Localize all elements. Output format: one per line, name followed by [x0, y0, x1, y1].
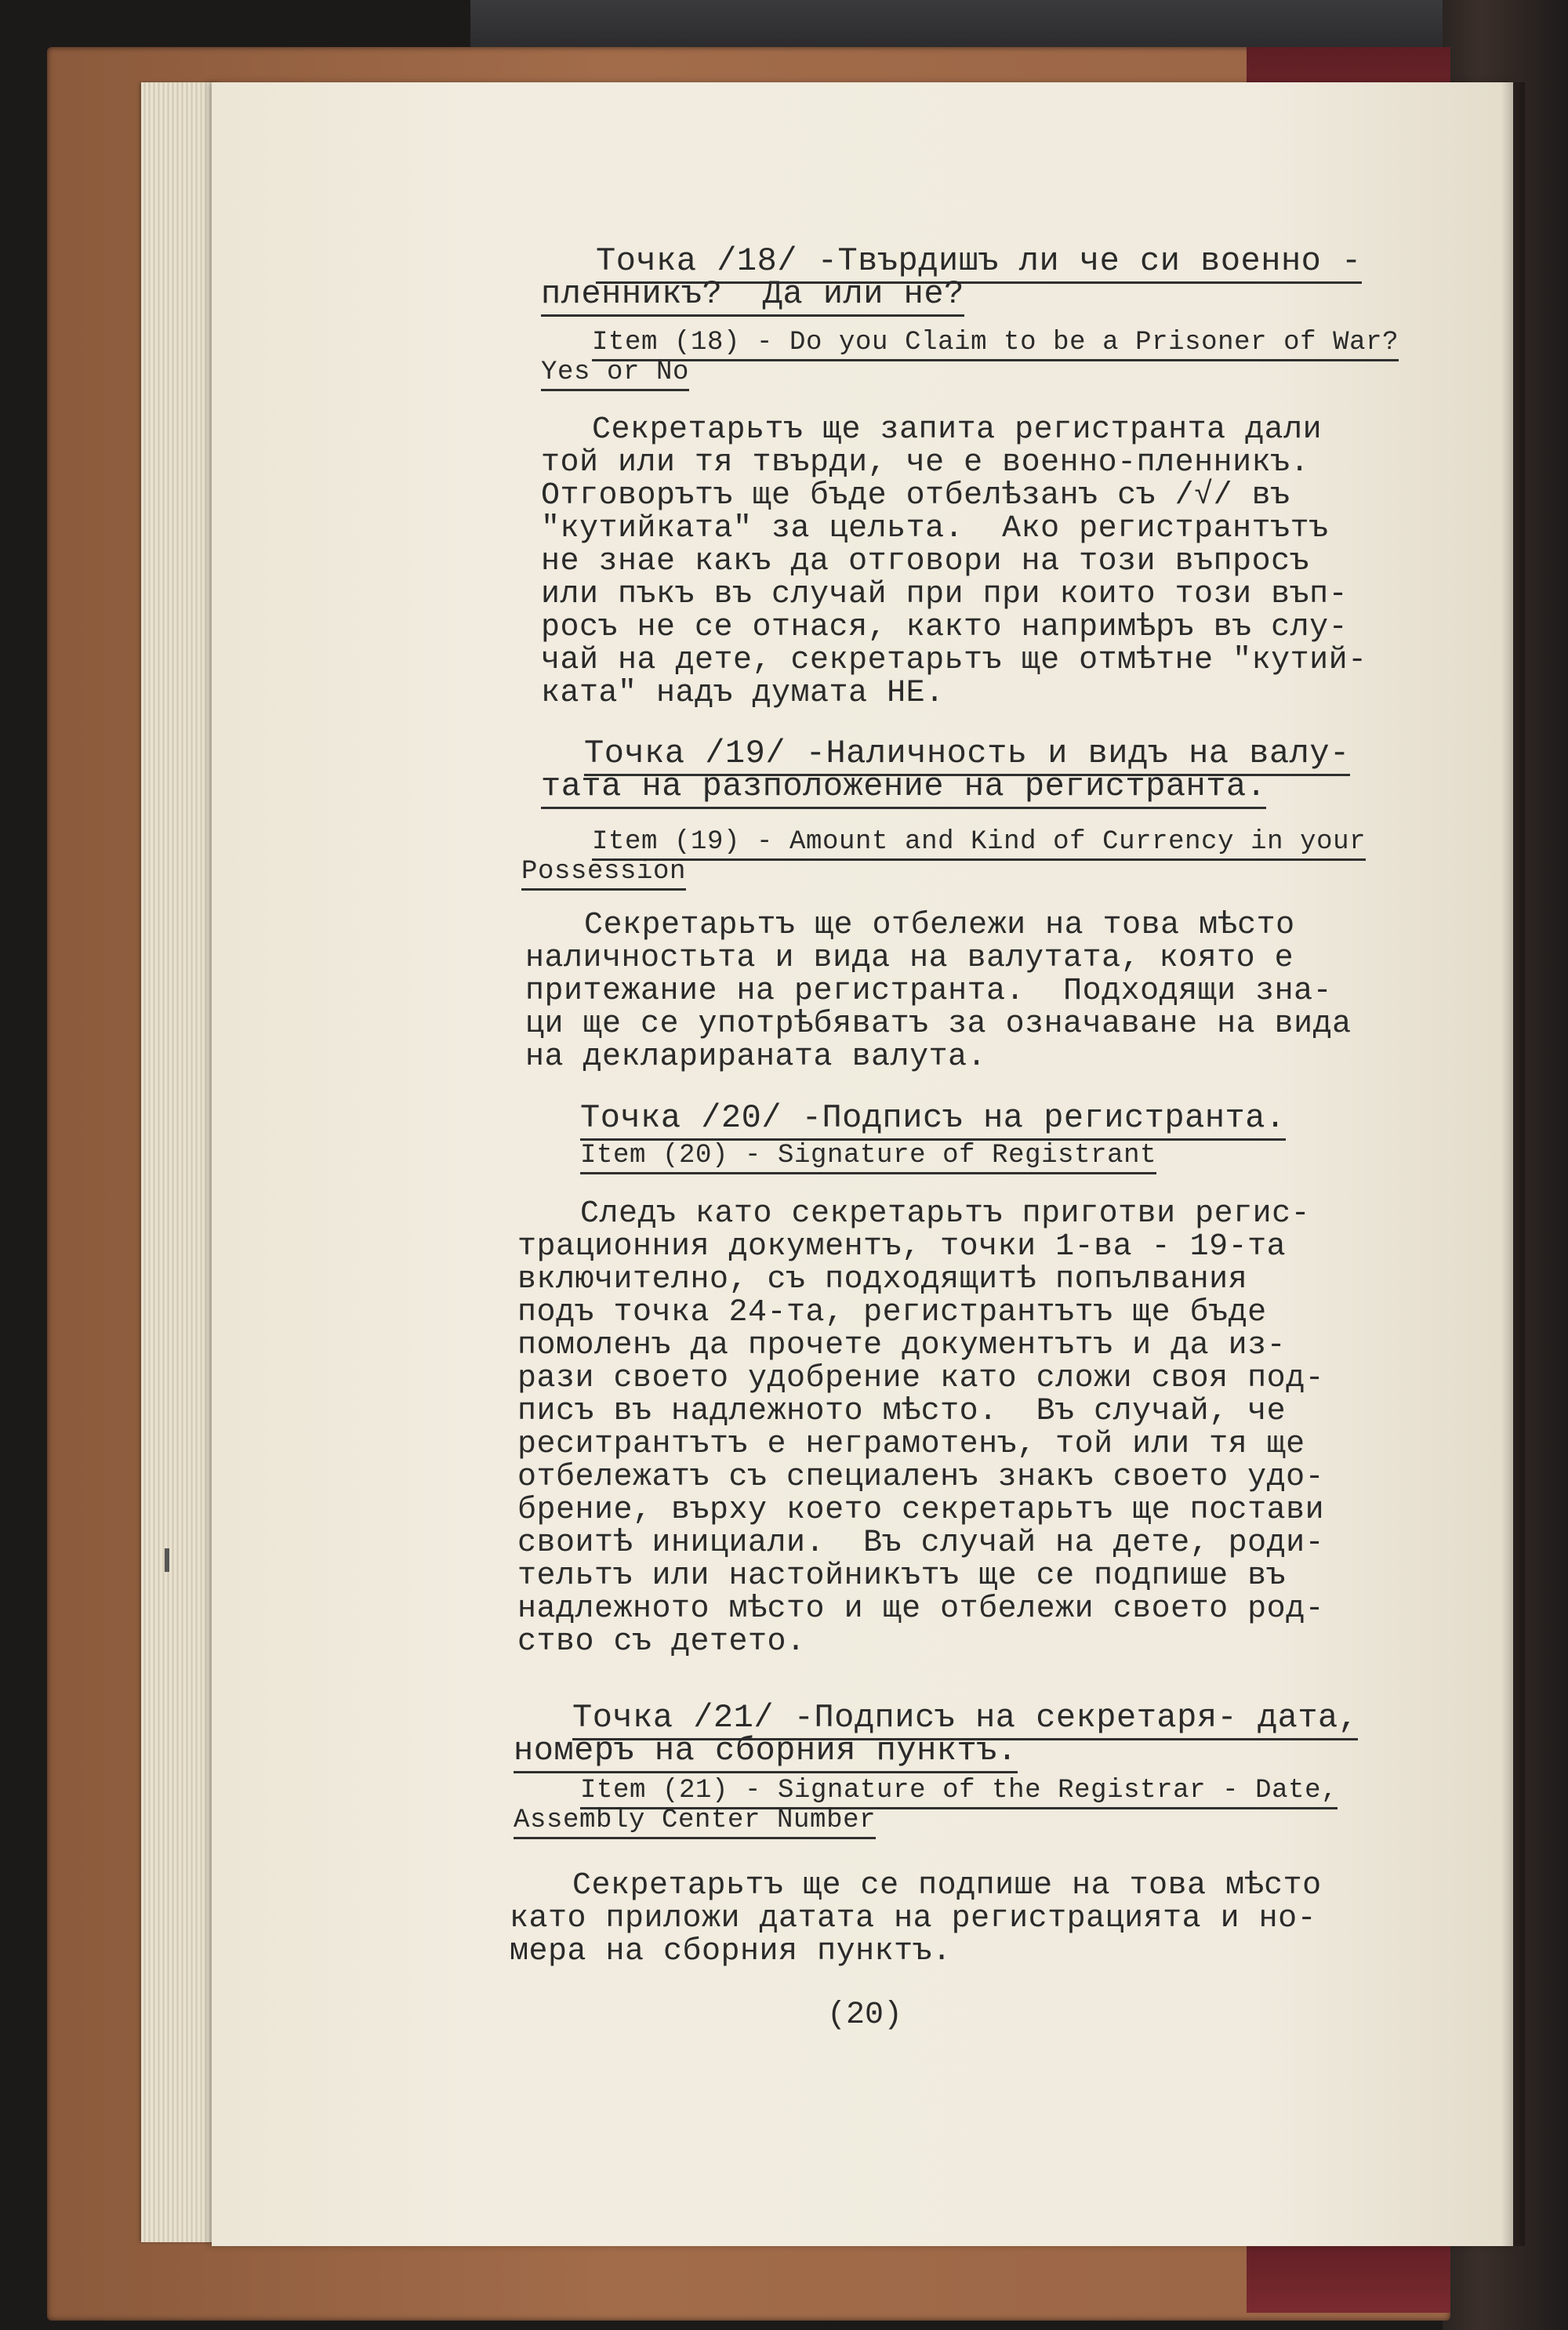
item-20-body-line: реситрантътъ е неграмотенъ, той или тя ще: [517, 1427, 1305, 1462]
item-18-body-line: чай на дете, секретарьтъ ще отмѣтне "кутий-: [541, 643, 1367, 678]
item-18-body-line: "кутийката" за цельта. Ако регистрантътъ: [541, 511, 1329, 546]
item-18-body-line: не знае какъ да отговори на този въпросъ: [541, 544, 1310, 579]
item-19-heading-line-2: тата на разположение на регистранта.: [541, 770, 1266, 803]
item-20-body-line: своитѣ инициали. Въ случай на дете, роди-: [517, 1526, 1325, 1561]
item-20-en-heading: Item (20) - Signature of Registrant: [580, 1141, 1156, 1170]
item-19-heading-line-1: Точка /19/ -Наличность и видъ на валу-: [584, 737, 1350, 770]
item-18-heading-line-1: Точка /18/ -Твърдишъ ли че си военно -: [596, 245, 1362, 278]
item-20-body-line: трационния документъ, точки 1-ва - 19-та: [517, 1229, 1287, 1265]
binding-mark: [165, 1548, 169, 1572]
item-20-body-line: подъ точка 24-та, регистрантътъ ще бъде: [517, 1295, 1267, 1330]
item-21-body-line: Секретарьтъ ще се подпише на това мѣсто: [572, 1868, 1322, 1904]
item-20-heading: Точка /20/ -Подписъ на регистранта.: [580, 1101, 1286, 1134]
item-20-body-line: брение, върху което секретарьтъ ще постави: [517, 1493, 1325, 1528]
page-number: (20): [827, 1998, 903, 2033]
item-19-en-heading-line-1: Item (19) - Amount and Kind of Currency in your: [592, 827, 1366, 857]
item-18-en-heading-line-1: Item (18) - Do you Claim to be a Prisoner of War?: [592, 328, 1399, 357]
item-18-body-line: или пъкъ въ случай при при които този въп-: [541, 577, 1348, 612]
item-21-en-heading-line-2: Assembly Center Number: [514, 1806, 876, 1835]
item-20-body-line: помоленъ да прочете документътъ и да из-: [517, 1328, 1287, 1363]
item-21-en-heading-line-1: Item (21) - Signature of the Registrar - Date,: [580, 1776, 1338, 1806]
item-20-body-line: рази своето удобрение като сложи своя под-: [517, 1361, 1325, 1396]
item-20-body-line: отбележатъ съ специаленъ знакъ своето удо-: [517, 1460, 1325, 1495]
item-20-body-line: писъ въ надлежното мѣсто. Въ случай, че: [517, 1394, 1287, 1429]
item-20-body-line: тельтъ или настойникътъ ще се подпише въ: [517, 1559, 1287, 1594]
item-18-body-line: Секретарьтъ ще запита регистранта дали: [592, 412, 1323, 448]
item-18-heading-line-2: пленникъ? Да или не?: [541, 278, 964, 310]
item-19-body-line: наличностьта и вида на валутата, която е: [525, 941, 1294, 976]
item-20-body-line: Следъ като секретарьтъ приготви регис-: [580, 1196, 1311, 1232]
item-19-body-line: Секретарьтъ ще отбележи на това мѣсто: [584, 908, 1295, 943]
page-edges: [141, 82, 220, 2242]
item-19-en-heading-line-2: Possession: [521, 857, 686, 887]
item-20-body-line: ство съ детето.: [517, 1624, 806, 1660]
item-19-body-line: ци ще се употрѣбяватъ за означаване на вида: [525, 1007, 1352, 1042]
item-20-body-line: включително, съ подходящитѣ попълвания: [517, 1262, 1248, 1297]
item-21-heading-line-1: Точка /21/ -Подписъ на секретаря- дата,: [572, 1701, 1358, 1734]
gutter-shadow: [1501, 82, 1525, 2246]
item-21-body-line: мера на сборния пунктъ.: [510, 1934, 952, 1969]
item-18-body-line: Отговорътъ ще бъде отбелѣзанъ съ /√/ въ: [541, 478, 1290, 514]
item-20-body-line: надлежното мѣсто и ще отбележи своето род-: [517, 1591, 1325, 1627]
item-21-heading-line-2: номеръ на сборния пунктъ.: [514, 1734, 1018, 1767]
item-18-body-line: росъ не се отнася, както напримѣръ въ слу-: [541, 610, 1348, 645]
item-19-body-line: на декларираната валута.: [525, 1040, 987, 1075]
item-18-body-line: той или тя твърди, че е военно-пленникъ.: [541, 445, 1310, 481]
item-18-body-line: ката" надъ думата НЕ.: [541, 676, 945, 711]
item-19-body-line: притежание на регистранта. Подходящи зна-: [525, 974, 1333, 1009]
item-18-en-heading-line-2: Yes or No: [541, 357, 689, 387]
item-21-body-line: като приложи датата на регистрацията и но-: [510, 1901, 1317, 1936]
